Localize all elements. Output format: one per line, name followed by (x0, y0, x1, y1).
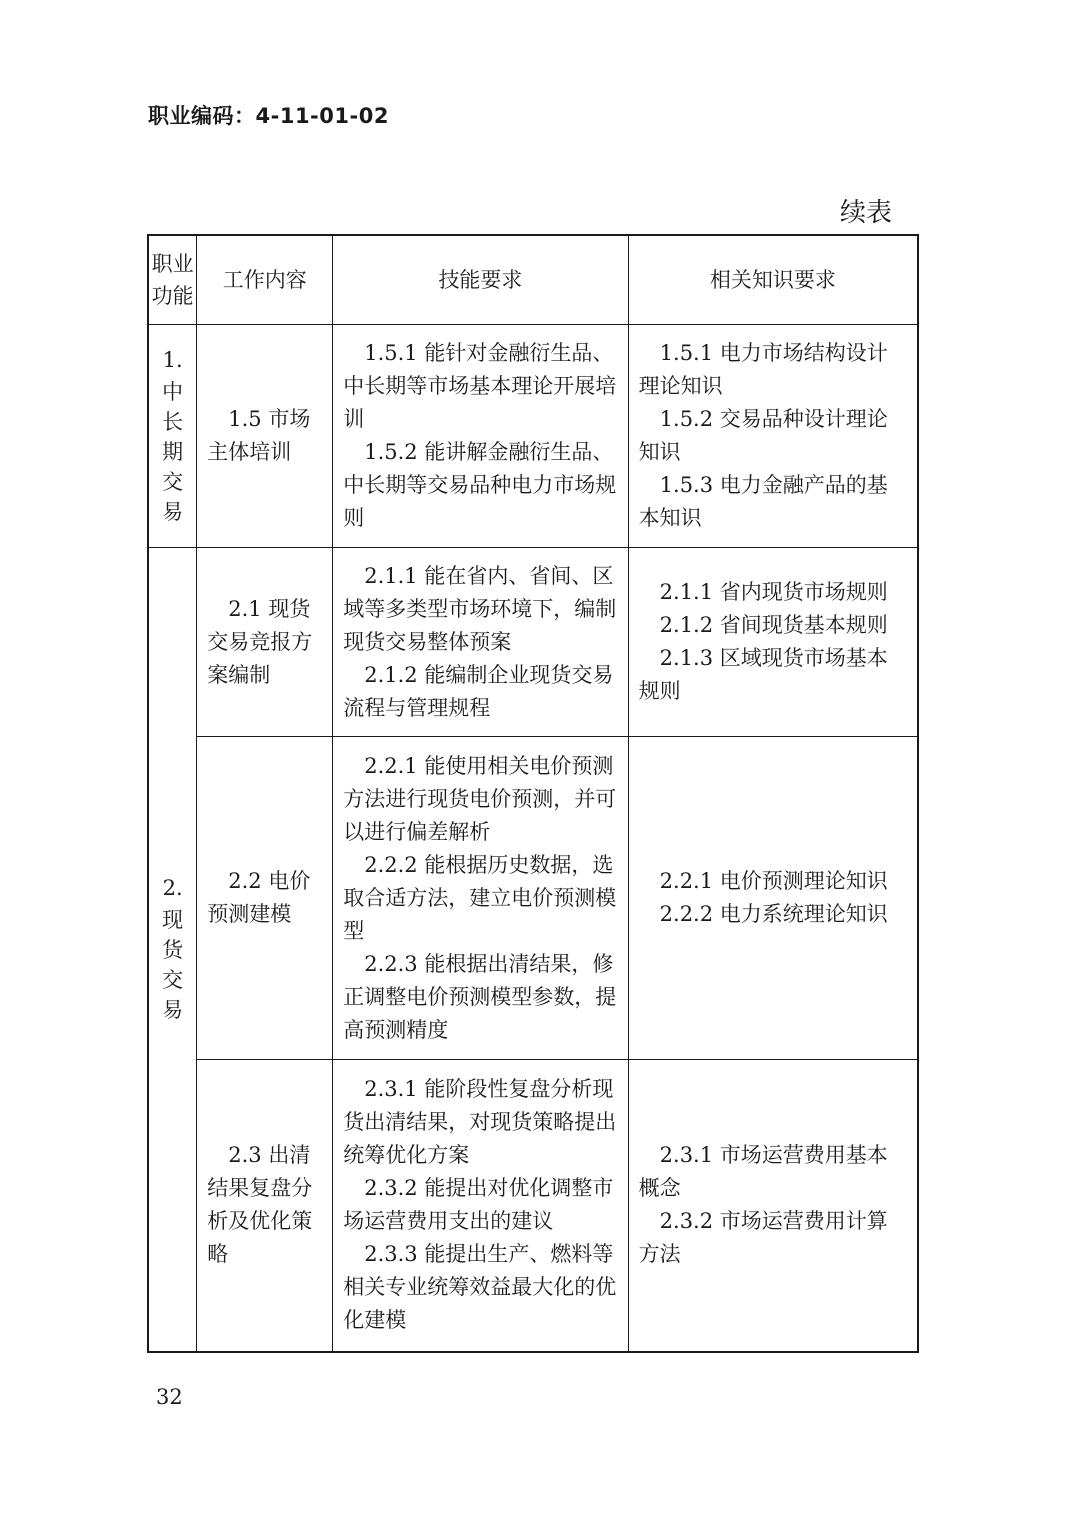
function-cell (148, 548, 197, 1352)
knowledge-item: 1.5.3 电力金融产品的基本知识 (638, 473, 888, 530)
knowledge-item: 2.2.1 电价预测理论知识 (659, 869, 888, 893)
function-cell (148, 325, 197, 548)
skills-table (147, 234, 919, 1353)
skills-cell (333, 737, 628, 1060)
skill-item: 2.2.1 能使用相关电价预测方法进行现货电价预测，并可以进行偏差解析 (343, 753, 617, 844)
table-row (148, 548, 918, 737)
work-content-cell: 2.2 电价预测建模 (197, 737, 333, 1060)
page-number: 32 (156, 1385, 183, 1409)
table-row (148, 1060, 918, 1352)
knowledge-item: 1.5.1 电力市场结构设计理论知识 (638, 341, 888, 398)
knowledge-cell (628, 1060, 918, 1352)
skill-item: 2.3.1 能阶段性复盘分析现货出清结果，对现货策略提出统筹优化方案 (343, 1077, 617, 1168)
knowledge-item: 2.2.2 电力系统理论知识 (659, 902, 888, 926)
header-skill-requirements: 技能要求 (333, 235, 628, 325)
knowledge-item: 2.3.1 市场运营费用基本概念 (638, 1143, 888, 1201)
header-function: 职业 功能 (148, 235, 197, 325)
knowledge-item: 2.1.2 省间现货基本规则 (659, 613, 888, 637)
skills-cell (333, 1060, 628, 1352)
function-number: 2. (162, 875, 183, 900)
header-work-content: 工作内容 (197, 235, 333, 325)
occupation-code: 职业编码：4-11-01-02 (148, 104, 389, 128)
function-number: 1. (162, 347, 183, 372)
work-content-cell: 1.5 市场主体培训 (197, 325, 333, 548)
skills-cell (333, 325, 628, 548)
skill-item: 2.2.2 能根据历史数据，选取合适方法，建立电价预测模型 (343, 852, 617, 943)
skills-cell (333, 548, 628, 737)
table-header-row (148, 235, 918, 325)
header-knowledge-requirements: 相关知识要求 (628, 235, 918, 325)
skill-item: 2.1.1 能在省内、省间、区域等多类型市场环境下，编制现货交易整体预案 (343, 563, 617, 654)
knowledge-cell (628, 737, 918, 1060)
work-content-cell: 2.1 现货交易竞报方案编制 (197, 548, 333, 737)
knowledge-item: 2.1.1 省内现货市场规则 (659, 580, 888, 604)
knowledge-item: 2.3.2 市场运营费用计算方法 (638, 1209, 888, 1267)
skill-item: 2.3.3 能提出生产、燃料等相关专业统筹效益最大化的优化建模 (343, 1242, 617, 1333)
continued-label: 续表 (839, 198, 892, 228)
work-content-cell: 2.3 出清结果复盘分析及优化策略 (197, 1060, 333, 1352)
knowledge-cell (628, 325, 918, 548)
skill-item: 2.3.2 能提出对优化调整市场运营费用支出的建议 (343, 1176, 614, 1234)
skill-item: 1.5.2 能讲解金融衍生品、中长期等交易品种电力市场规则 (343, 440, 617, 530)
table-row (148, 737, 918, 1060)
skill-item: 1.5.1 能针对金融衍生品、中长期等市场基本理论开展培训 (343, 341, 617, 431)
skill-item: 2.2.3 能根据出清结果，修正调整电价预测模型参数，提高预测精度 (343, 951, 617, 1042)
table-row (148, 325, 918, 548)
function-name: 现货交易 (162, 907, 184, 1022)
knowledge-cell (628, 548, 918, 737)
knowledge-item: 2.1.3 区域现货市场基本规则 (638, 646, 888, 703)
knowledge-item: 1.5.2 交易品种设计理论知识 (638, 407, 888, 464)
function-name: 中长期交易 (162, 379, 184, 524)
skill-item: 2.1.2 能编制企业现货交易流程与管理规程 (343, 662, 614, 720)
